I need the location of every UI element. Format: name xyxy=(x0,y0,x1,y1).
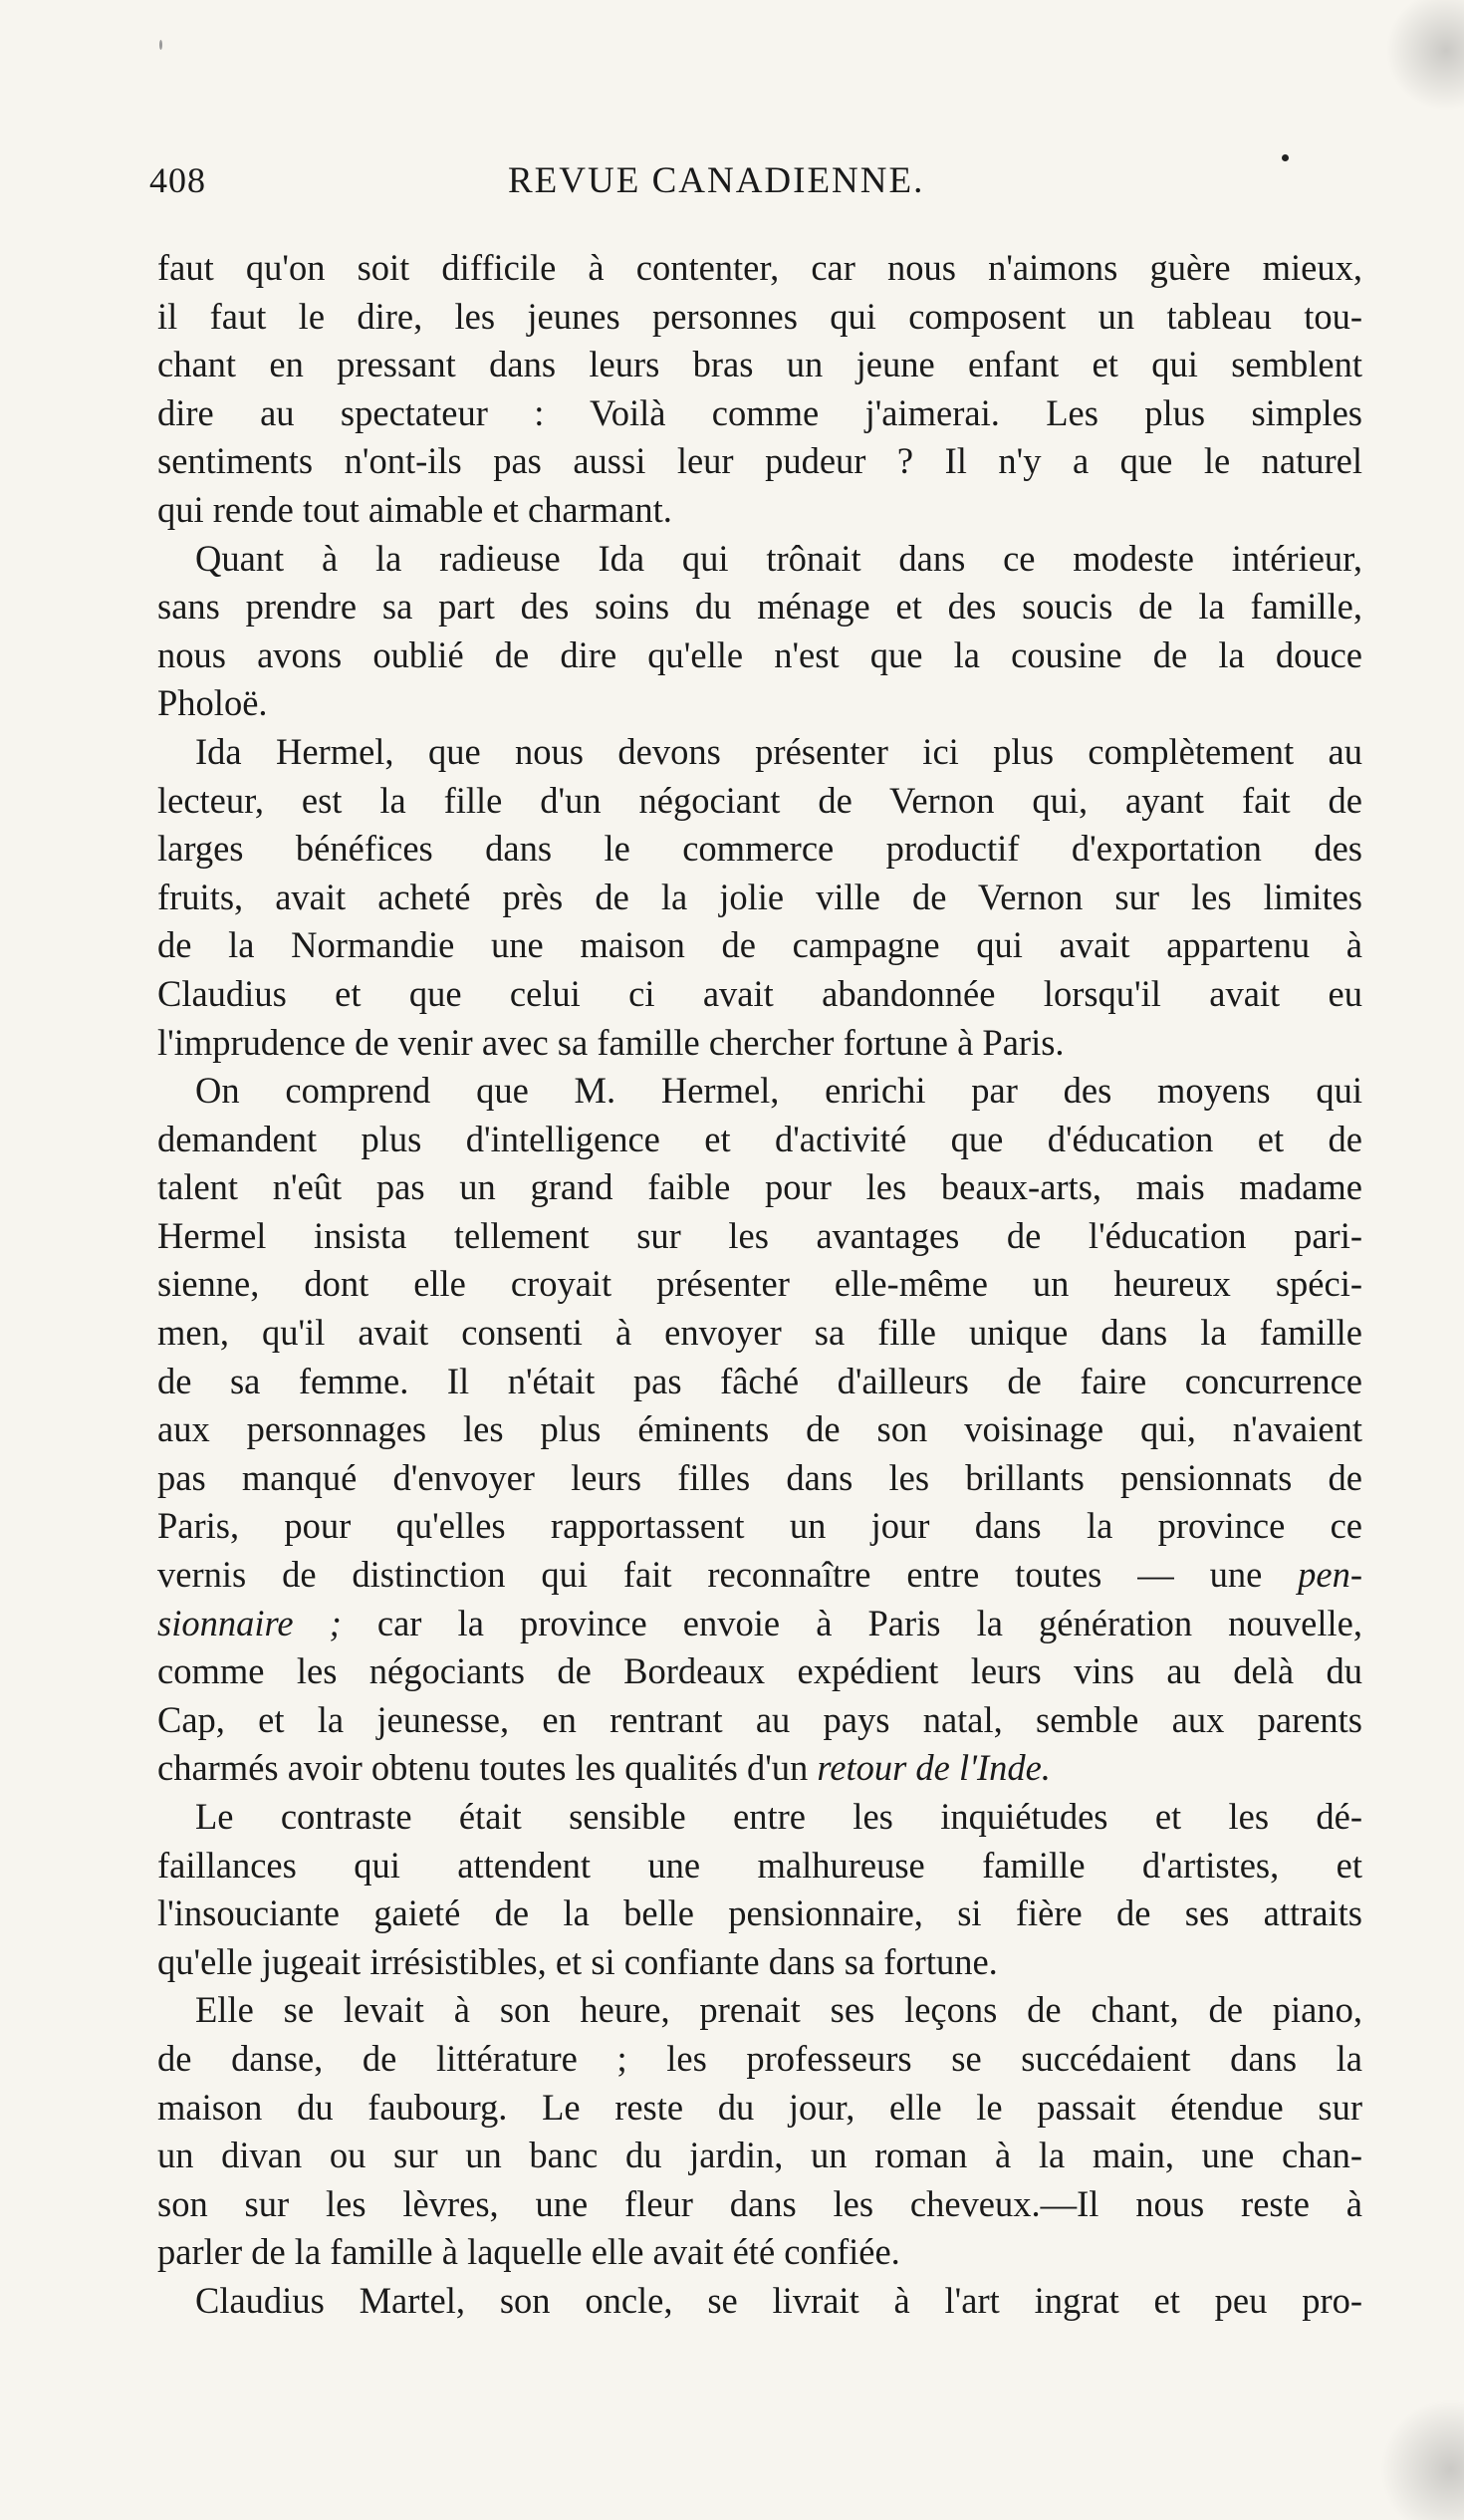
text-line: Claudius Martel, son oncle, se livrait à l'art ingrat et peu pro- xyxy=(195,2279,1362,2321)
text-line: larges bénéfices dans le commerce productif d'exportation des xyxy=(157,828,1362,870)
text-line: men, qu'il avait consenti à envoyer sa fille unique dans la famille xyxy=(157,1312,1362,1354)
text-segment: car la province envoie à Paris la génération nouvelle, xyxy=(341,1602,1362,1643)
text-line: de sa femme. Il n'était pas fâché d'ailleurs de faire concurrence xyxy=(157,1360,1362,1401)
text-line: faut qu'on soit difficile à contenter, car nous n'aimons guère mieux, xyxy=(157,247,1362,288)
text-line: Claudius et que celui ci avait abandonnée lorsqu'il avait eu xyxy=(157,972,1362,1014)
text-line: nous avons oublié de dire qu'elle n'est que la cousine de la douce xyxy=(157,633,1362,675)
text-line: faillances qui attendent une malhureuse famille d'artistes, et xyxy=(157,1844,1362,1886)
italic-phrase: sionnaire ; xyxy=(157,1602,342,1643)
text-line: sienne, dont elle croyait présenter elle-même un heureux spéci- xyxy=(157,1263,1362,1305)
text-line: Quant à la radieuse Ida qui trônait dans ce modeste intérieur, xyxy=(195,537,1362,579)
text-line: aux personnages les plus éminents de son voisinage qui, n'avaient xyxy=(157,1408,1362,1450)
text-line: sans prendre sa part des soins du ménage et des soucis de la famille, xyxy=(157,586,1362,628)
text-line: Paris, pour qu'elles rapportassent un jour dans la province ce xyxy=(157,1505,1362,1547)
text-line: Pholoë. xyxy=(157,682,268,724)
text-line: qu'elle jugeait irrésistibles, et si confiante dans sa fortune. xyxy=(157,1940,998,1982)
text-line: un divan ou sur un banc du jardin, un roman à la main, une chan- xyxy=(157,2135,1362,2176)
italic-phrase: pen- xyxy=(1298,1554,1362,1596)
text-line: il faut le dire, les jeunes personnes qui composent un tableau tou- xyxy=(157,295,1362,337)
italic-phrase: retour de l'Inde. xyxy=(817,1747,1051,1789)
running-title: REVUE CANADIENNE. xyxy=(508,160,925,201)
text-line: de danse, de littérature ; les professeurs se succédaient dans la xyxy=(157,2037,1362,2079)
text-line: parler de la famille à laquelle elle avait été confiée. xyxy=(157,2231,900,2273)
page-header xyxy=(149,159,1364,219)
text-line: son sur les lèvres, une fleur dans les cheveux.—Il nous reste à xyxy=(157,2182,1362,2224)
body-text xyxy=(157,244,1362,2326)
text-line: l'insouciante gaieté de la belle pensionnaire, si fière de ses attraits xyxy=(157,1892,1362,1934)
ink-speck xyxy=(1282,154,1289,161)
page-number: 408 xyxy=(149,160,206,200)
text-segment: charmés avoir obtenu toutes les qualités d'un xyxy=(157,1747,818,1789)
text-line: Ida Hermel, que nous devons présenter ici plus complètement au xyxy=(195,730,1362,772)
text-line: On comprend que M. Hermel, enrichi par des moyens qui xyxy=(195,1070,1362,1112)
text-line: Elle se levait à son heure, prenait ses leçons de chant, de piano, xyxy=(195,1989,1362,2031)
text-line: pas manqué d'envoyer leurs filles dans les brillants pensionnats de xyxy=(157,1456,1362,1498)
text-line: fruits, avait acheté près de la jolie ville de Vernon sur les limites xyxy=(157,876,1362,917)
text-line: chant en pressant dans leurs bras un jeune enfant et qui semblent xyxy=(157,344,1362,385)
text-line: comme les négociants de Bordeaux expédient leurs vins au delà du xyxy=(157,1650,1362,1692)
text-line: talent n'eût pas un grand faible pour les beaux-arts, mais madame xyxy=(157,1166,1362,1208)
text-segment: vernis de distinction qui fait reconnaître entre toutes — une xyxy=(157,1554,1299,1596)
text-line xyxy=(157,1600,1362,1648)
text-line xyxy=(157,1744,1362,1793)
text-line: demandent plus d'intelligence et d'activité que d'éducation et de xyxy=(157,1118,1362,1159)
text-line: de la Normandie une maison de campagne qui avait appartenu à xyxy=(157,924,1362,966)
page-edge-noise xyxy=(1374,0,1464,2520)
text-line xyxy=(157,1551,1362,1600)
text-line: Le contraste était sensible entre les inquiétudes et les dé- xyxy=(195,1796,1362,1837)
text-line: maison du faubourg. Le reste du jour, elle le passait étendue sur xyxy=(157,2086,1362,2128)
ink-speck xyxy=(159,40,162,50)
text-line: lecteur, est la fille d'un négociant de Vernon qui, ayant fait de xyxy=(157,779,1362,821)
text-line: sentiments n'ont-ils pas aussi leur pudeur ? Il n'y a que le naturel xyxy=(157,440,1362,482)
text-line: dire au spectateur : Voilà comme j'aimerai. Les plus simples xyxy=(157,391,1362,433)
text-line: Hermel insista tellement sur les avantages de l'éducation pari- xyxy=(157,1214,1362,1256)
text-line: qui rende tout aimable et charmant. xyxy=(157,488,672,530)
text-line: l'imprudence de venir avec sa famille chercher fortune à Paris. xyxy=(157,1021,1065,1063)
text-line: Cap, et la jeunesse, en rentrant au pays natal, semble aux parents xyxy=(157,1698,1362,1740)
